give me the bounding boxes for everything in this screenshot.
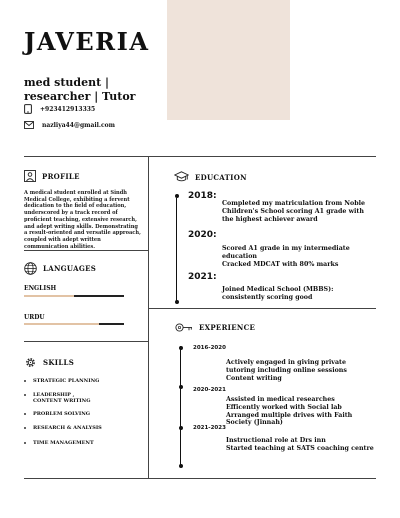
phone-number[interactable]: +923412913335 [40, 105, 96, 113]
divider-right-1 [148, 308, 376, 309]
experience-year: 2016-2020 [193, 345, 226, 351]
gear-icon [24, 356, 37, 369]
english-level-bar-fill [74, 295, 124, 297]
resume-headline: med student | researcher | Tutor [24, 76, 136, 103]
divider-column [148, 156, 149, 478]
experience-detail: Assisted in medical researches Efficently worked with Social lab Arranged multiple drives with Faith Society (Jinnah) [226, 396, 353, 427]
skill-item: STRATEGIC PLANNING [24, 378, 99, 384]
education-detail: Joined Medical School (MBBS): consistently scoring good [222, 286, 334, 301]
resume-name: JAVERIA [24, 27, 150, 56]
education-year: 2018: [188, 191, 217, 201]
skill-item: PROBLEM SOLVING [24, 411, 90, 417]
language-urdu: URDU [24, 314, 45, 321]
divider-top [24, 156, 376, 157]
skill-item: RESEARCH & ANALYSIS [24, 425, 102, 431]
globe-icon [24, 262, 37, 275]
education-year: 2020: [188, 230, 217, 240]
timeline-dot [179, 385, 183, 389]
contact-email-row [24, 121, 115, 129]
languages-title: LANGUAGES [43, 264, 97, 273]
experience-year: 2020-2021 [193, 387, 226, 393]
email-address[interactable]: nazliya44@gmail.com [42, 121, 116, 129]
skills-title: SKILLS [43, 358, 75, 367]
education-detail: Scored A1 grade in my intermediate education Cracked MDCAT with 80% marks [222, 245, 350, 268]
phone-icon [24, 104, 32, 114]
timeline-dot [179, 426, 183, 430]
timeline-dot [175, 300, 179, 304]
graduation-cap-icon [174, 171, 189, 183]
experience-detail: Instructional role at Drs inn Started teaching at SATS coaching centre [226, 437, 374, 452]
contact-phone-row [24, 104, 95, 114]
bullet [24, 394, 26, 396]
languages-heading [24, 262, 96, 275]
urdu-level-bar-fill [99, 323, 124, 325]
bullet [24, 427, 26, 429]
timeline-dot [179, 346, 183, 350]
skills-heading [24, 356, 74, 369]
key-icon [175, 322, 193, 333]
divider-left-2 [24, 341, 148, 342]
profile-summary: A medical student enrolled at Sindh Medical College, exhibiting a fervent dedication to the field of education, underscored by a track record of proficient teaching, extensive research, and adept writing skills. Demonstrating a result-oriented and versatile approach, coupled with adept written communication abilities. [24, 190, 141, 250]
skill-item: LEADERSHIP , CONTENT WRITING [24, 392, 90, 405]
bullet [24, 380, 26, 382]
education-year: 2021: [188, 272, 217, 282]
experience-heading [175, 322, 255, 333]
divider-bottom [24, 478, 376, 479]
education-heading [174, 171, 247, 183]
profile-title: PROFILE [42, 171, 80, 181]
experience-title: EXPERIENCE [199, 323, 256, 332]
language-english: ENGLISH [24, 285, 57, 292]
profile-photo-placeholder [167, 0, 290, 120]
experience-detail: Actively engaged in giving private tutoring including online sessions Content writing [226, 359, 347, 382]
experience-timeline [180, 346, 181, 466]
timeline-dot [179, 464, 183, 468]
mail-icon [24, 121, 34, 129]
bullet [24, 413, 26, 415]
profile-heading [24, 170, 80, 182]
education-detail: Completed my matriculation from Noble Children's School scoring A1 grade with the highest achiever award [222, 200, 366, 223]
timeline-dot [175, 194, 179, 198]
bullet [24, 442, 26, 444]
skill-item: TIME MANAGEMENT [24, 440, 94, 446]
education-title: EDUCATION [195, 172, 247, 182]
education-timeline [176, 198, 177, 302]
experience-year: 2021-2023 [193, 425, 226, 431]
user-icon [24, 170, 36, 182]
